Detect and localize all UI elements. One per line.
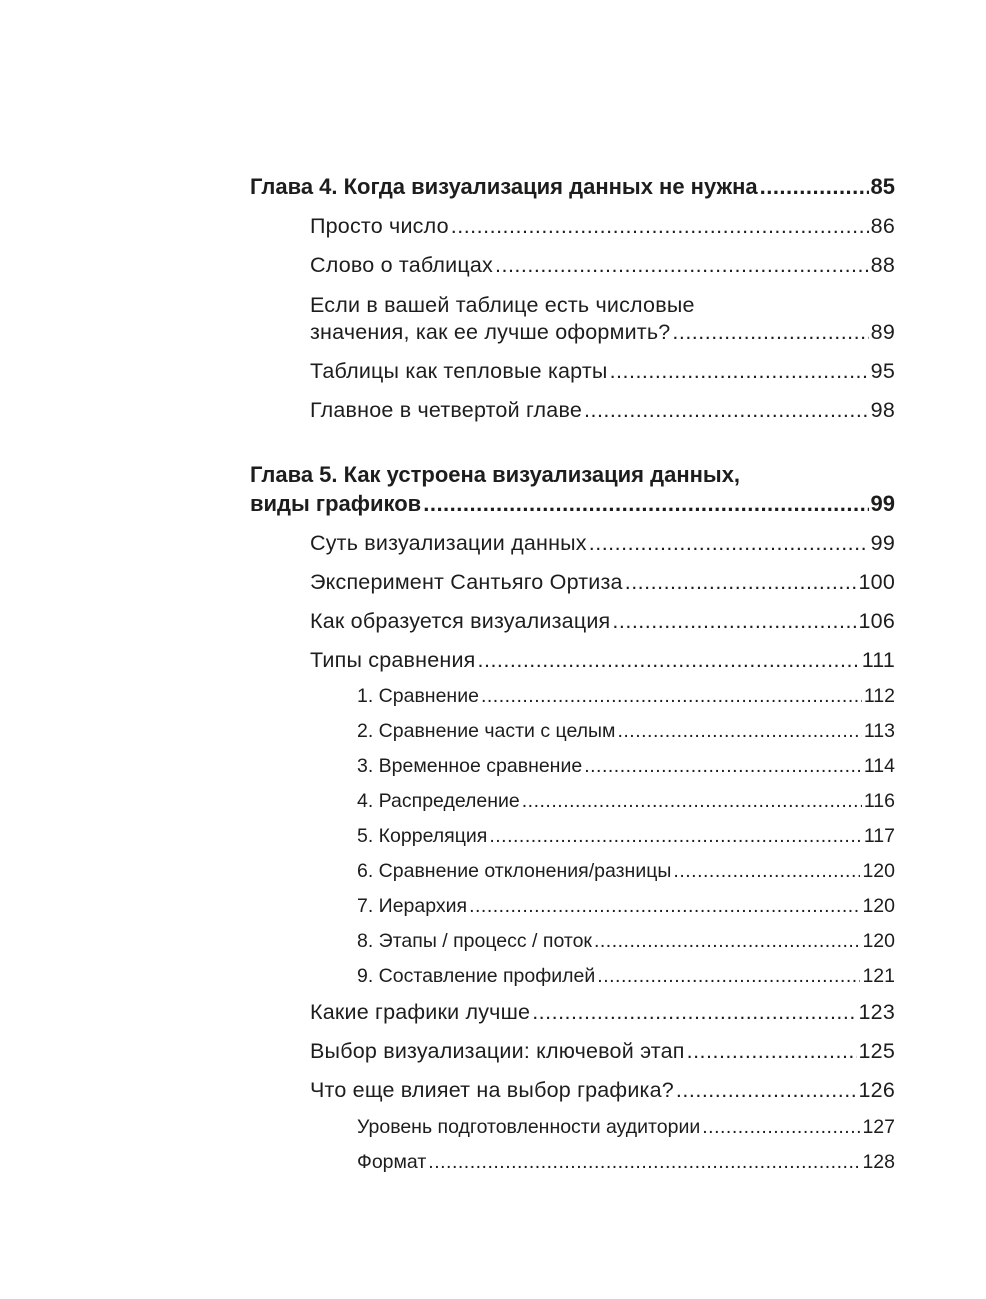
dot-leader (676, 1077, 857, 1104)
section-title: Просто число (310, 214, 449, 238)
subsection-title: 8. Этапы / процесс / поток (357, 930, 592, 952)
subsection-title: 6. Сравнение отклонения/разницы (357, 860, 672, 882)
page-number: 111 (861, 648, 895, 672)
page-number: 95 (870, 359, 895, 383)
toc-chapter-4[interactable] (250, 172, 895, 201)
subsection-title: Формат (357, 1151, 427, 1173)
toc-section-sut-vizualizatsii[interactable] (310, 530, 895, 557)
page-number: 127 (862, 1116, 895, 1138)
subsection-title: 2. Сравнение части с целым (357, 720, 616, 742)
page-number: 86 (870, 214, 895, 238)
dot-leader (495, 252, 869, 279)
dot-leader (589, 530, 869, 557)
dot-leader (478, 647, 860, 674)
toc-section-tipy-sravneniya[interactable] (310, 647, 895, 674)
dot-leader (687, 1038, 857, 1065)
dot-leader (597, 964, 860, 988)
dot-leader (428, 1150, 860, 1174)
section-title: Выбор визуализации: ключевой этап (310, 1039, 685, 1063)
page-number: 88 (870, 253, 895, 277)
dot-leader (522, 789, 862, 813)
page-number: 123 (858, 1000, 895, 1024)
page-number: 116 (863, 790, 895, 812)
toc-sub-format[interactable] (357, 1150, 895, 1174)
page-number: 120 (862, 895, 895, 917)
toc-section-teplovye-karty[interactable] (310, 358, 895, 385)
toc-sub-profili[interactable] (357, 964, 895, 988)
dot-leader (612, 608, 856, 635)
section-title: Суть визуализации данных (310, 531, 587, 555)
chapter-title: Глава 4. Когда визуализация данных не нужна (250, 174, 758, 199)
toc-sub-korrelyatsiya[interactable] (357, 824, 895, 848)
dot-leader (610, 358, 869, 385)
toc-sub-uroven-auditorii[interactable] (357, 1115, 895, 1139)
subsection-title: 1. Сравнение (357, 685, 479, 707)
dot-leader (451, 213, 869, 240)
dot-leader (532, 999, 856, 1026)
page-number: 120 (862, 930, 895, 952)
toc-section-slovo-o-tablitsakh[interactable] (310, 252, 895, 279)
subsection-title: 3. Временное сравнение (357, 755, 583, 777)
page-number: 99 (870, 531, 895, 555)
toc-sub-chast-s-tselym[interactable] (357, 719, 895, 743)
section-title: Главное в четвертой главе (310, 398, 582, 422)
page-number: 99 (870, 491, 895, 516)
toc-section-glavnoe-4[interactable] (310, 397, 895, 424)
toc-section-kak-obrazuetsya[interactable] (310, 608, 895, 635)
dot-leader (594, 929, 861, 953)
toc-sub-ierarkhiya[interactable] (357, 894, 895, 918)
dot-leader (760, 172, 869, 201)
page-number: 128 (862, 1151, 895, 1173)
section-title: Слово о таблицах (310, 253, 493, 277)
dot-leader (489, 824, 862, 848)
section-title: Какие графики лучше (310, 1000, 531, 1024)
dot-leader (584, 397, 869, 424)
page-number: 85 (870, 174, 895, 199)
dot-leader (673, 859, 860, 883)
page-number: 100 (858, 570, 895, 594)
page-number: 117 (863, 825, 895, 847)
subsection-title: 9. Составление профилей (357, 965, 596, 987)
page-number: 106 (858, 609, 895, 633)
dot-leader (702, 1115, 860, 1139)
toc-sub-raspredelenie[interactable] (357, 789, 895, 813)
toc-sub-otkloneniya[interactable] (357, 859, 895, 883)
dot-leader (625, 569, 857, 596)
toc-chapter-5[interactable] (250, 460, 895, 518)
subsection-title: 4. Распределение (357, 790, 520, 812)
page-number: 114 (863, 755, 895, 777)
subsection-title: 7. Иерархия (357, 895, 468, 917)
dot-leader (617, 719, 861, 743)
toc-section-vybor-vizualizatsii[interactable] (310, 1038, 895, 1065)
chapter-title-line-1: Глава 5. Как устроена визуализация данных, (250, 462, 741, 487)
subsection-title: 5. Корреляция (357, 825, 488, 847)
subsection-title: Уровень подготовленности аудитории (357, 1116, 701, 1138)
dot-leader (672, 319, 868, 346)
toc-section-chislovye-znacheniya[interactable] (310, 292, 895, 346)
section-title: Как образуется визуализация (310, 609, 611, 633)
chapter-title-line-2: виды графиков (250, 491, 422, 516)
section-title: Что еще влияет на выбор графика? (310, 1078, 674, 1102)
page-number: 112 (863, 685, 895, 707)
toc-sub-vremennoe[interactable] (357, 754, 895, 778)
dot-leader (469, 894, 860, 918)
page-number: 121 (862, 965, 895, 987)
toc-sub-sravnenie[interactable] (357, 684, 895, 708)
table-of-contents (250, 172, 895, 1174)
page-number: 120 (862, 860, 895, 882)
page-number: 126 (858, 1078, 895, 1102)
toc-section-eksperiment[interactable] (310, 569, 895, 596)
page-number: 89 (870, 320, 895, 344)
section-title: Типы сравнения (310, 648, 476, 672)
dot-leader (584, 754, 862, 778)
section-title-line-2: значения, как ее лучше оформить? (310, 320, 671, 344)
dot-leader (481, 684, 862, 708)
section-title-line-1: Если в вашей таблице есть числовые (310, 293, 695, 317)
toc-section-chto-eshche-vliyaet[interactable] (310, 1077, 895, 1104)
toc-sub-etapy[interactable] (357, 929, 895, 953)
page-number: 125 (858, 1039, 895, 1063)
toc-section-kakie-grafiki[interactable] (310, 999, 895, 1026)
page-number: 113 (863, 720, 895, 742)
page-number: 98 (870, 398, 895, 422)
dot-leader (423, 489, 868, 518)
section-title: Таблицы как тепловые карты (310, 359, 608, 383)
section-title: Эксперимент Сантьяго Ортиза (310, 570, 623, 594)
toc-section-prosto-chislo[interactable] (310, 213, 895, 240)
